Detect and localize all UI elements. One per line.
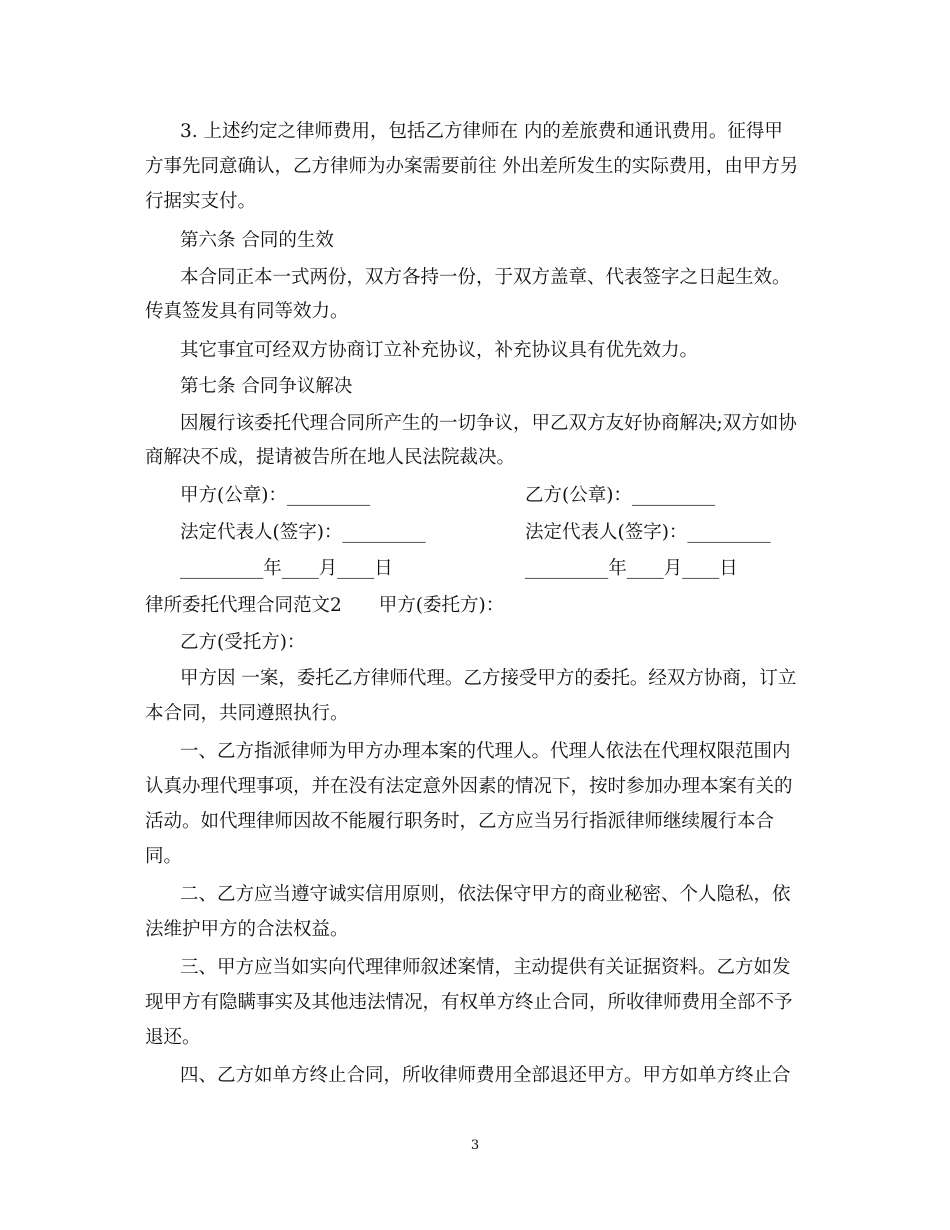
- paragraph-line: 同。: [145, 846, 183, 867]
- section-heading: 第六条 合同的生效: [180, 230, 334, 251]
- paragraph-line: 活动。如代理律师因故不能履行职务时，乙方应当另行指派律师继续履行本合: [145, 811, 775, 832]
- paragraph-line: 其它事宜可经双方协商订立补充协议，补充协议具有优先效力。: [180, 340, 699, 361]
- party-a-representative: 法定代表人(签字)：_________: [180, 522, 426, 543]
- party-b-representative: 法定代表人(签字)：_________: [525, 522, 771, 543]
- paragraph-line: 二、乙方应当遵守诚实信用原则，依法保守甲方的商业秘密、个人隐私，依: [180, 884, 791, 905]
- paragraph-line: 退还。: [145, 1027, 201, 1048]
- party-a-seal: 甲方(公章)：_________: [180, 485, 371, 506]
- document-title-line: 律所委托代理合同范文2 甲方(委托方)：: [145, 595, 505, 616]
- paragraph-line: 法维护甲方的合法权益。: [145, 919, 349, 940]
- paragraph-line: 行据实支付。: [145, 191, 257, 212]
- paragraph-line: 三、甲方应当如实向代理律师叙述案情，主动提供有关证据资料。乙方如发: [180, 957, 791, 978]
- paragraph-line: 方事先同意确认，乙方律师为办案需要前往 外出差所发生的实际费用，由甲方另: [145, 156, 799, 177]
- party-b-seal: 乙方(公章)：_________: [525, 485, 716, 506]
- page-number: 3: [470, 1138, 480, 1153]
- paragraph-line: 本合同，共同遵照执行。: [145, 703, 349, 724]
- paragraph-line: 因履行该委托代理合同所产生的一切争议，甲乙双方友好协商解决;双方如协: [180, 413, 797, 434]
- paragraph-line: 认真办理代理事项，并在没有法定意外因素的情况下，按时参加办理本案有关的: [145, 776, 793, 797]
- party-a-date: _________年____月____日: [180, 558, 393, 579]
- paragraph-line: 甲方因 一案，委托乙方律师代理。乙方接受甲方的委托。经双方协商，订立: [180, 668, 797, 689]
- paragraph-line: 乙方(受托方)：: [180, 632, 306, 653]
- section-heading: 第七条 合同争议解决: [180, 376, 353, 397]
- paragraph-line: 本合同正本一式两份，双方各持一份，于双方盖章、代表签字之日起生效。: [180, 267, 791, 288]
- paragraph-line: 传真签发具有同等效力。: [145, 301, 349, 322]
- paragraph-line: 3. 上述约定之律师费用，包括乙方律师在 内的差旅费和通讯费用。征得甲: [180, 121, 783, 142]
- paragraph-line: 四、乙方如单方终止合同，所收律师费用全部退还甲方。甲方如单方终止合: [180, 1065, 791, 1086]
- paragraph-line: 一、乙方指派律师为甲方办理本案的代理人。代理人依法在代理权限范围内: [180, 741, 791, 762]
- paragraph-line: 现甲方有隐瞒事实及其他违法情况，有权单方终止合同，所收律师费用全部不予: [145, 992, 793, 1013]
- party-b-date: _________年____月____日: [525, 558, 738, 579]
- paragraph-line: 商解决不成，提请被告所在地人民法院裁决。: [145, 447, 516, 468]
